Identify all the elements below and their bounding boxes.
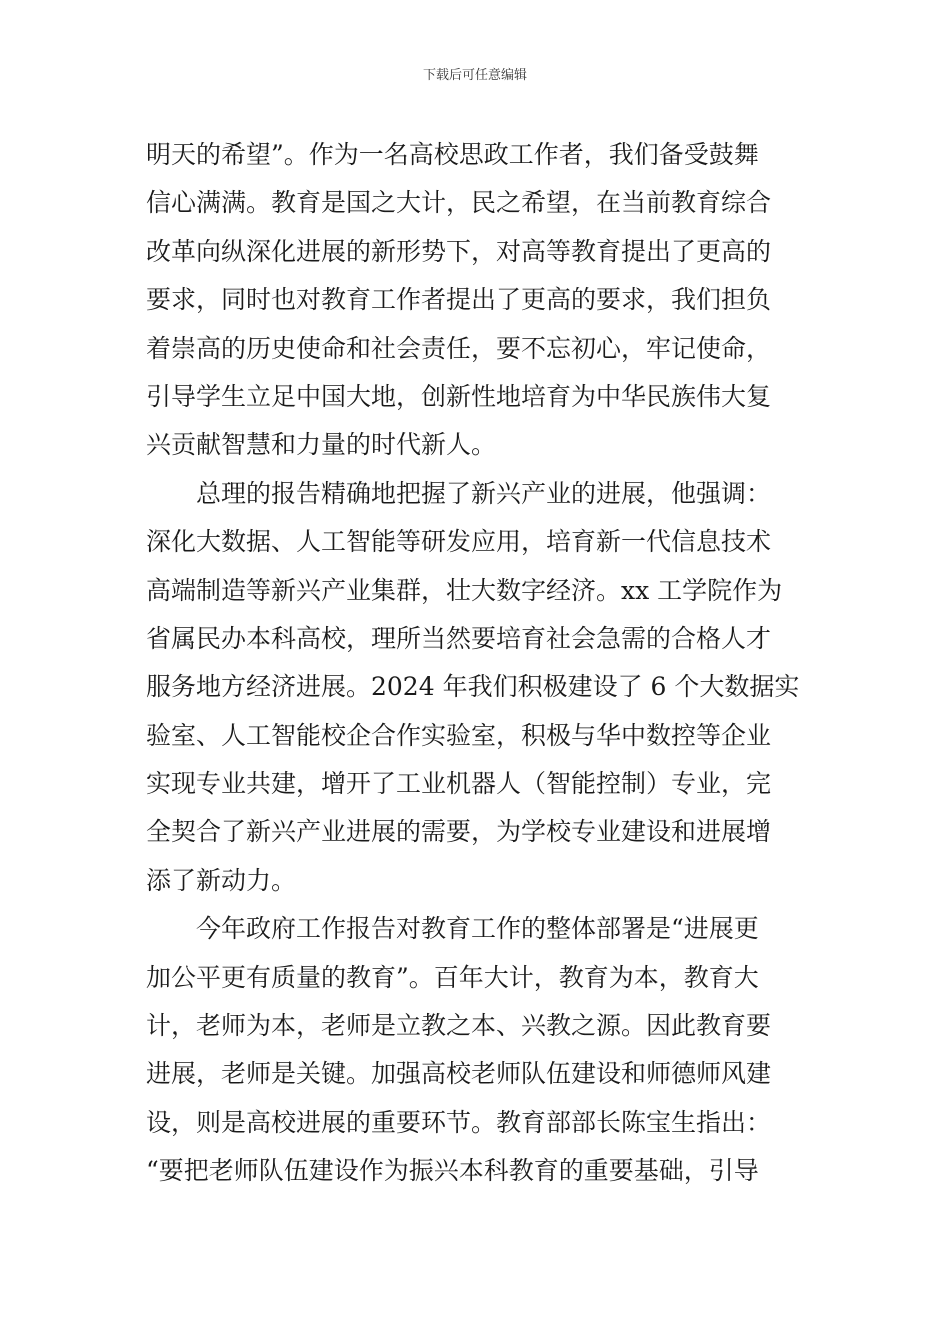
paragraph-3 bbox=[146, 905, 816, 1195]
paragraph-line: 省属民办本科高校，理所当然要培育社会急需的合格人才 bbox=[146, 623, 772, 653]
paragraph-line: 计，老师为本，老师是立教之本、兴教之源。因此教育要 bbox=[146, 1011, 772, 1041]
paragraph-line: 实现专业共建，增开了工业机器人（智能控制）专业，完 bbox=[146, 769, 772, 799]
paragraph-line-first: 总理的报告精确地把握了新兴产业的进展，他强调： bbox=[196, 478, 772, 508]
paragraph-line: 进展，老师是关键。加强高校老师队伍建设和师德师风建 bbox=[146, 1059, 772, 1089]
paragraph-line: 高端制造等新兴产业集群，壮大数字经济。xx 工学院作为 bbox=[146, 575, 783, 605]
paragraph-line: 引导学生立足中国大地，创新性地培育为中华民族伟大复 bbox=[146, 381, 772, 411]
paragraph-line: 深化大数据、人工智能等研发应用，培育新一代信息技术 bbox=[146, 527, 772, 557]
paragraph-line: 兴贡献智慧和力量的时代新人。 bbox=[146, 430, 497, 460]
paragraph-line: 改革向纵深化进展的新形势下，对高等教育提出了更高的 bbox=[146, 236, 772, 266]
paragraph-line: 设，则是高校进展的重要环节。教育部部长陈宝生指出： bbox=[146, 1107, 772, 1137]
paragraph-line: 服务地方经济进展。2024 年我们积极建设了 6 个大数据实 bbox=[146, 672, 800, 702]
paragraph-line: 要求，同时也对教育工作者提出了更高的要求，我们担负 bbox=[146, 285, 772, 315]
paragraph-line: 信心满满。教育是国之大计，民之希望，在当前教育综合 bbox=[146, 188, 772, 218]
paragraph-line: 全契合了新兴产业进展的需要，为学校专业建设和进展增 bbox=[146, 817, 772, 847]
paragraph-2 bbox=[146, 470, 816, 906]
paragraph-line: 验室、人工智能校企合作实验室，积极与华中数控等企业 bbox=[146, 720, 772, 750]
paragraph-line: 明天的希望”。作为一名高校思政工作者，我们备受鼓舞 bbox=[146, 140, 759, 169]
paragraph-line: 加公平更有质量的教育”。百年大计，教育为本，教育大 bbox=[146, 962, 759, 992]
document-body bbox=[146, 131, 816, 1196]
paragraph-line: 添了新动力。 bbox=[146, 865, 297, 895]
paragraph-line: 着崇高的历史使命和社会责任，要不忘初心，牢记使命， bbox=[146, 333, 772, 363]
paragraph-line: “要把老师队伍建设作为振兴本科教育的重要基础，引导 bbox=[146, 1156, 759, 1186]
page-header-note: 下载后可任意编辑 bbox=[422, 68, 527, 83]
paragraph-1 bbox=[146, 131, 816, 470]
paragraph-line-first: 今年政府工作报告对教育工作的整体部署是“进展更 bbox=[196, 914, 759, 944]
